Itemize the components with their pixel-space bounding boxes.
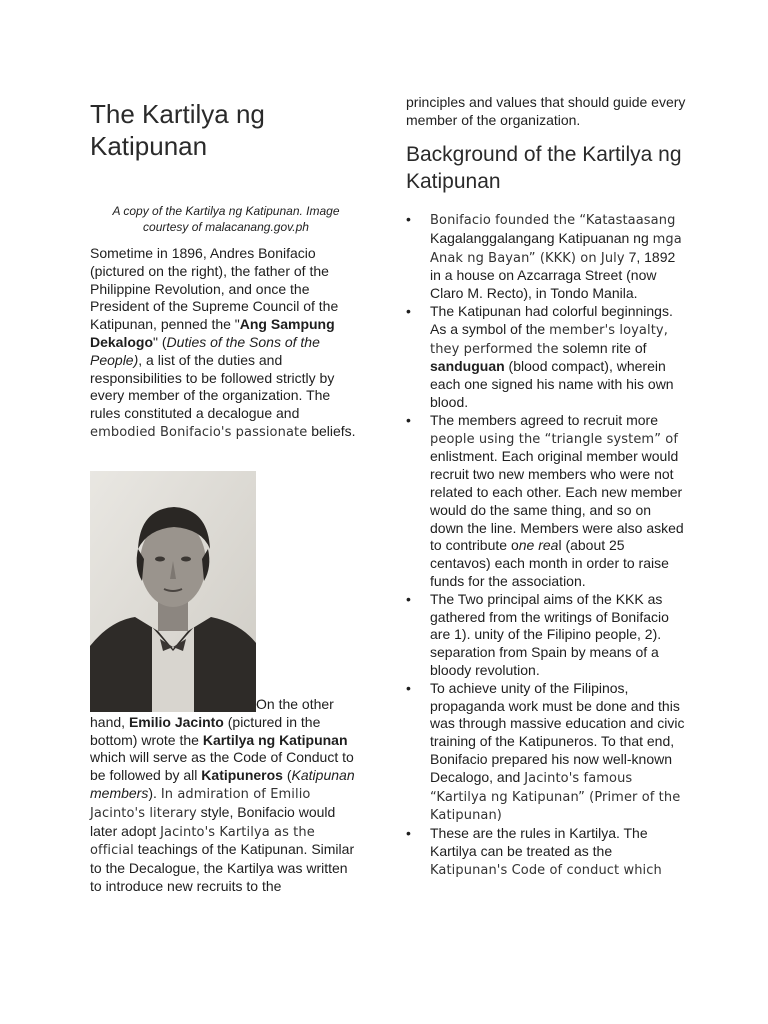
text-run: To achieve unity of the Filipinos, propaganda work must be done and this was through massive education and civic training of the Katipuneros. To that end, Bonifacio prepared his now well-known Decalogo, and	[430, 679, 685, 785]
list-item	[406, 211, 688, 303]
text-run: embodied Bonifacio's passionate	[90, 424, 308, 440]
intro-paragraph	[90, 245, 362, 442]
jacinto-paragraph	[90, 696, 362, 896]
text-run: Jacinto's Kartilya as the official	[90, 824, 315, 859]
bullet-icon: •	[406, 679, 411, 696]
bullet-icon: •	[406, 825, 411, 842]
text-run: member's loyalty, they performed the	[430, 322, 668, 357]
image-caption: A copy of the Kartilya ng Katipunan. Image courtesy of malacanang.gov.ph	[112, 204, 340, 234]
list-item	[406, 825, 688, 879]
text-run: l (about 25 centavos) each month in order to raise funds for the association.	[430, 537, 669, 589]
bullet-icon: •	[406, 411, 411, 428]
bullet-icon: •	[406, 590, 411, 607]
bullet-icon: •	[406, 302, 411, 319]
text-run: " (	[153, 333, 167, 350]
text-run: style, Bonifacio would later adopt	[90, 803, 336, 839]
bold-term: Ang Sampung Dekalogo	[90, 316, 335, 350]
portrait-image	[90, 471, 256, 712]
list-item	[406, 591, 688, 680]
bold-term: Katipuneros	[201, 767, 283, 784]
text-run: Bonifacio founded the “Katastaasang	[430, 213, 676, 228]
italic-term: Duties of the Sons of the People)	[90, 333, 320, 368]
text-run: Jacinto's famous “Kartilya ng Katipunan” (Primer of the Katipunan)	[430, 770, 681, 824]
text-run: beliefs.	[307, 422, 356, 439]
text-run: The Katipunan had colorful beginnings. As a symbol of the	[430, 302, 673, 337]
text-run: , a list of the duties and responsibilities to be followed strictly by every member of the organization. The rules constituted a decalogue and	[90, 351, 335, 422]
text-run: mga Anak ng Bayan” (KKK) on July	[430, 231, 682, 266]
list-item	[406, 412, 688, 591]
continued-paragraph: principles and values that should guide every member of the organization.	[406, 94, 686, 128]
text-run: (pictured in the bottom) wrote the	[90, 713, 321, 748]
text-run: ).	[148, 784, 161, 801]
text-run: people using the “triangle system” of	[430, 431, 678, 447]
text-run: The Two principal aims of the KKK as gathered from the writings of Bonifacio are 1). unity of the Filipino people, 2). separation from Spain by means of a bloody revolution.	[430, 590, 669, 678]
text-run: 7, 1892 in a house on Azcarraga Street (now Claro M. Recto), in Tondo Manila.	[430, 248, 676, 302]
text-run: Kagalanggalangang Katipuanan ng	[430, 229, 653, 246]
bonifacio-portrait-illustration	[90, 471, 256, 712]
text-run: which will serve as the Code of Conduct to be followed by all	[90, 749, 354, 784]
text-run: solemn rite of	[558, 339, 647, 356]
section-heading: Background of the Kartilya ng Katipunan	[406, 143, 682, 193]
bold-term: sanduguan	[430, 358, 505, 375]
text-run: (	[282, 767, 292, 784]
bold-term: Kartilya ng Katipunan	[202, 731, 348, 748]
list-item	[406, 303, 688, 412]
text-run: (blood compact), wherein each one signed his name with his own blood.	[430, 358, 674, 410]
text-run: enlistment. Each original member would recruit two new members who were not related to each other. Each new member would do the same thing, and so on down the line. Members were also asked to contribute o	[430, 448, 684, 554]
text-run: Katipunan's Code of conduct which	[430, 862, 662, 878]
text-run: teachings of the Katipunan. Similar to the Decalogue, the Kartilya was written to introduce new recruits to the	[90, 841, 355, 894]
bold-term: Emilio Jacinto	[128, 713, 224, 730]
list-item	[406, 680, 688, 825]
background-list	[406, 211, 688, 879]
bullet-icon: •	[406, 211, 411, 227]
text-run: Sometime in 1896, Andres Bonifacio (pictured on the right), the father of the Philippine Revolution, and once the President of the Supreme Council of the Katipunan, penned the "	[90, 245, 339, 333]
italic-term: ne rea	[518, 537, 559, 554]
text-run: On the other hand,	[90, 696, 334, 730]
text-run: In admiration of Emilio Jacinto's literary	[90, 786, 311, 821]
page-title: The Kartilya ng Katipunan	[90, 99, 265, 161]
italic-term: Katipunan members	[90, 767, 355, 801]
text-run: These are the rules in Kartilya. The Kartilya can be treated as the	[430, 825, 648, 859]
text-run: The members agreed to recruit more	[430, 411, 658, 428]
